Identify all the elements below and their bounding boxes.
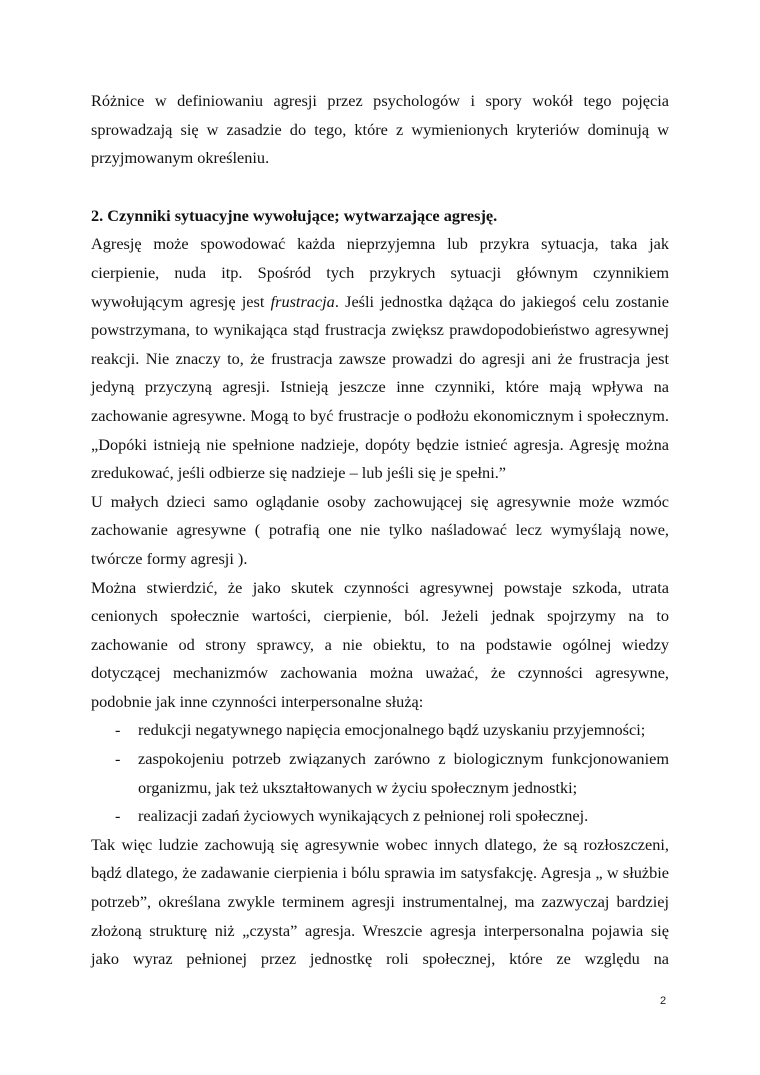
intro-paragraph: Różnice w definiowaniu agresji przez psychologów i spory wokół tego pojęcia sprowadzają się w zasadzie do tego, które z wymienionych kryteriów dominują w przyjmowanym określeniu. <box>91 91 669 168</box>
list-item <box>91 802 669 831</box>
paragraph-children: U małych dzieci samo oglądanie osoby zachowującej się agresywnie może wzmóc zachowanie agresywne ( potrafią one nie tylko naśladować lecz wymyślają nowe, twórcze formy agresji ). <box>91 491 669 568</box>
list-item <box>91 745 669 802</box>
page-number: 2 <box>660 995 667 1007</box>
section-heading: 2. Czynniki sytuacyjne wywołujące; wytwarzające agresję. <box>91 205 498 225</box>
paragraph-frustration-start: Agresję może spowodować każda nieprzyjemna lub przykra sytuacja, taka jak cierpienie, nuda itp. Spośród tych przykrych sytuacji głównym czynnikiem wywołującym agresję jest <box>91 234 669 311</box>
page-body <box>91 87 669 974</box>
paragraph-conclusion: Tak więc ludzie zachowują się agresywnie wobec innych dlatego, że są rozłoszczeni, bądź dlatego, że zadawanie cierpienia i bólu sprawia im satysfakcję. Agresja „ w służbie potrzeb”, określana zwykle terminem agresji instrumentalnej, ma zazwyczaj bardziej złożoną strukturę niż „czysta” agresja. Wreszcie agresja interpersonalna pojawia się jako wyraz pełnionej przez jednostkę roli społecznej, które ze względu na <box>91 834 669 969</box>
paragraph-consequences: Można stwierdzić, że jako skutek czynności agresywnej powstaje szkoda, utrata cenionych społecznie wartości, cierpienie, ból. Jeżeli jednak spojrzymy na to zachowanie od strony sprawcy, a nie obiektu, to na podstawie ogólnej wiedzy dotyczącej mechanizmów zachowania można uważać, że czynności agresywne, podobnie jak inne czynności interpersonalne służą: <box>91 577 669 711</box>
list-item-text: realizacji zadań życiowych wynikających z pełnionej roli społecznej. <box>138 806 589 826</box>
paragraph-gap <box>91 173 669 202</box>
frustration-term: frustracja <box>270 291 335 311</box>
list-marker: - <box>115 749 121 769</box>
functions-list <box>91 716 669 830</box>
list-marker: - <box>115 720 121 740</box>
paragraph-frustration <box>91 230 669 487</box>
paragraph-frustration-rest: . Jeśli jednostka dążąca do jakiegoś celu zostanie powstrzymana, to wynikająca stąd frustracja zwiększ prawdopodobieństwo agresywnej reakcji. Nie znaczy to, że frustracja zawsze prowadzi do agresji ani że frustracja jest jedyną przyczyną agresji. Istnieją jeszcze inne czynniki, które mają wpływa na zachowanie agresywne. Mogą to być frustracje o podłożu ekonomicznym i społecznym. „Dopóki istnieją nie spełnione nadzieje, dopóty będzie istnieć agresja. Agresję można zredukować, jeśli odbierze się nadzieje – lub jeśli się je spełni.” <box>91 291 669 483</box>
list-item-text: zaspokojeniu potrzeb związanych zarówno z biologicznym funkcjonowaniem organizmu, jak też ukształtowanych w życiu społecznym jednostki; <box>138 749 669 797</box>
list-item <box>91 716 669 745</box>
list-marker: - <box>115 806 121 826</box>
list-item-text: redukcji negatywnego napięcia emocjonalnego bądź uzyskaniu przyjemności; <box>138 720 646 740</box>
